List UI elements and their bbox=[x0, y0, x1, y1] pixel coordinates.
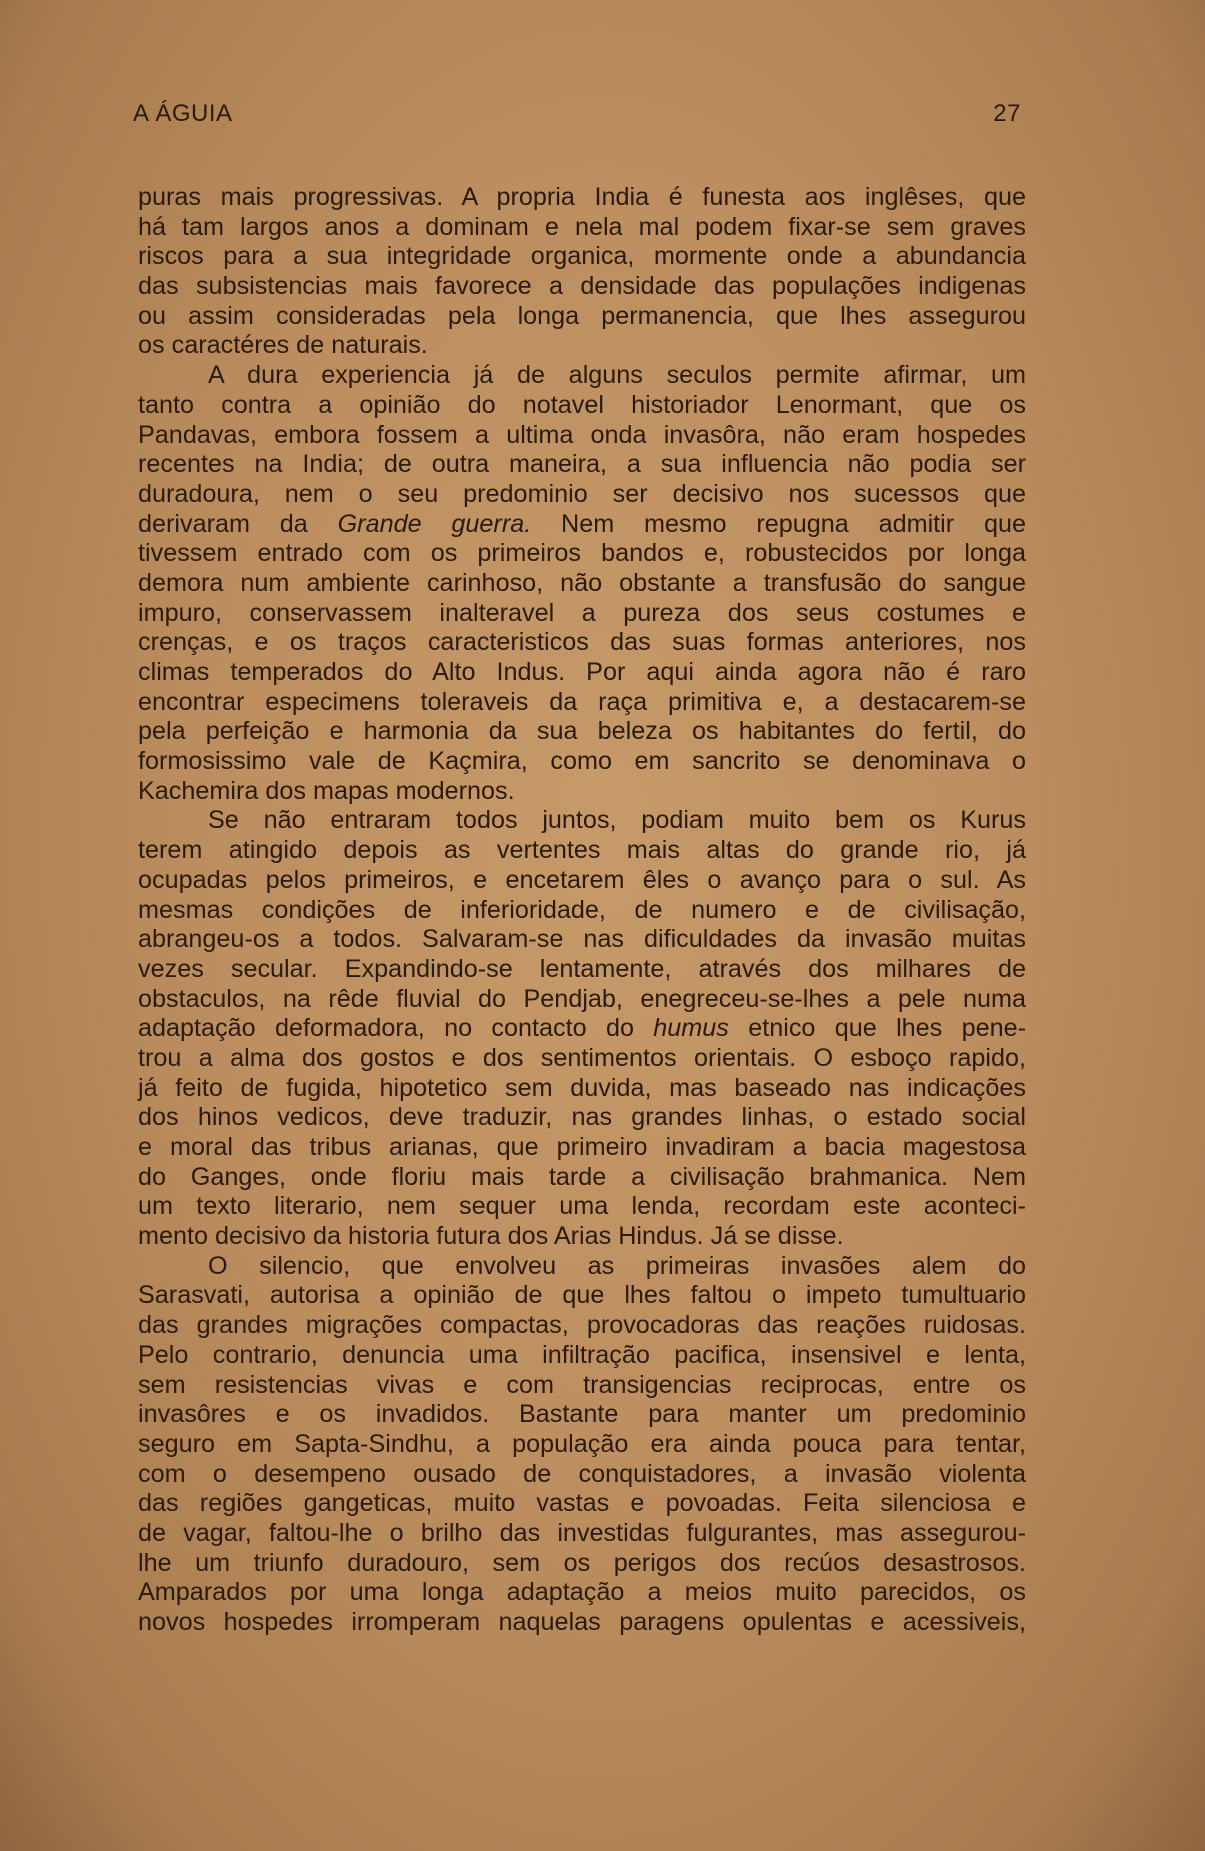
text-line-content: lhe um triunfo duradouro, sem os perigos dos recúos desastrosos. bbox=[138, 1548, 1026, 1577]
text-line bbox=[138, 1044, 1026, 1074]
text-line-content: impuro, conservassem inalteravel a pureza dos seus costumes e bbox=[138, 598, 1026, 627]
text-line bbox=[138, 331, 1026, 361]
text-line bbox=[138, 361, 1026, 391]
text-line bbox=[138, 896, 1026, 926]
text-line-content: dos hinos vedicos, deve traduzir, nas grandes linhas, o estado social bbox=[138, 1103, 1026, 1132]
text-line-content: mento decisivo da historia futura dos Arias Hindus. Já se disse. bbox=[138, 1222, 844, 1251]
text-line-content: e moral das tribus arianas, que primeiro invadiram a bacia magestosa bbox=[138, 1133, 1026, 1161]
text-line bbox=[138, 183, 1026, 213]
text-line-content: sem resistencias vivas e com transigencias reciprocas, entre os bbox=[138, 1370, 1026, 1399]
text-line-content: do Ganges, onde floriu mais tarde a civilisação brahmanica. Nem bbox=[138, 1162, 1026, 1191]
text-line bbox=[138, 1133, 1026, 1163]
text-line-content: derivaram da bbox=[138, 509, 338, 538]
text-line bbox=[138, 628, 1026, 658]
text-line bbox=[138, 569, 1026, 599]
text-line-content: duradoura, nem o seu predominio ser decisivo nos sucessos que bbox=[138, 479, 1026, 508]
text-line-content: O silencio, que envolveu as primeiras invasões alem do bbox=[208, 1251, 1026, 1280]
text-line-content: das grandes migrações compactas, provocadoras das reações ruidosas. bbox=[138, 1311, 1026, 1340]
text-line bbox=[138, 1252, 1026, 1282]
text-line-content: riscos para a sua integridade organica, mormente onde a abundancia bbox=[138, 242, 1026, 271]
text-line bbox=[138, 1519, 1026, 1549]
text-line bbox=[138, 1608, 1026, 1638]
text-line bbox=[138, 866, 1026, 896]
text-line bbox=[138, 777, 1026, 807]
text-line bbox=[138, 302, 1026, 332]
text-line-content: Amparados por uma longa adaptação a meios muito parecidos, os bbox=[138, 1578, 1026, 1607]
text-line bbox=[138, 539, 1026, 569]
text-line-content: tanto contra a opinião do notavel historiador Lenormant, que os bbox=[138, 390, 1026, 419]
text-line-content: Pelo contrario, denuncia uma infiltração pacifica, insensivel e lenta, bbox=[138, 1340, 1026, 1369]
text-line bbox=[138, 272, 1026, 302]
text-line bbox=[138, 955, 1026, 985]
text-line-content: adaptação deformadora, no contacto do bbox=[138, 1014, 654, 1043]
text-line-content: ocupadas pelos primeiros, e encetarem êles o avanço para o sul. As bbox=[138, 865, 1026, 894]
text-line-content: vezes secular. Expandindo-se lentamente, através dos milhares de bbox=[138, 954, 1026, 983]
text-line-content: obstaculos, na rêde fluvial do Pendjab, enegreceu-se-lhes a pele numa bbox=[138, 984, 1026, 1013]
text-line-content: novos hospedes irromperam naquelas paragens opulentas e acessiveis, bbox=[138, 1608, 1026, 1636]
text-line-content: formosissimo vale de Kaçmira, como em sancrito se denominava o bbox=[138, 747, 1026, 776]
text-line bbox=[138, 1371, 1026, 1401]
text-line bbox=[138, 1014, 1026, 1044]
text-line-content: crenças, e os traços caracteristicos das suas formas anteriores, nos bbox=[138, 628, 1026, 657]
text-line bbox=[138, 658, 1026, 688]
italic-phrase: Grande guerra. bbox=[337, 509, 532, 538]
text-line-content: puras mais progressivas. A propria India é funesta aos inglêses, que bbox=[138, 183, 1026, 211]
text-line-content: Sarasvati, autorisa a opinião de que lhes faltou o impeto tumultuario bbox=[138, 1281, 1026, 1310]
text-line bbox=[138, 599, 1026, 629]
text-line bbox=[138, 213, 1026, 243]
body-text bbox=[138, 183, 1026, 1638]
text-line bbox=[138, 1460, 1026, 1490]
text-line bbox=[138, 391, 1026, 421]
text-line bbox=[138, 1222, 1026, 1252]
text-line-content: seguro em Sapta-Sindhu, a população era ainda pouca para tentar, bbox=[138, 1429, 1026, 1458]
text-line bbox=[138, 1103, 1026, 1133]
text-line-content: de vagar, faltou-lhe o brilho das investidas fulgurantes, mas assegurou- bbox=[138, 1518, 1026, 1547]
italic-phrase: humus bbox=[653, 1014, 729, 1043]
text-line bbox=[138, 1489, 1026, 1519]
text-line-content: tivessem entrado com os primeiros bandos e, robustecidos por longa bbox=[138, 539, 1026, 568]
text-line-content: das regiões gangeticas, muito vastas e povoadas. Feita silenciosa e bbox=[138, 1489, 1026, 1518]
text-line bbox=[138, 806, 1026, 836]
text-line-content: trou a alma dos gostos e dos sentimentos orientais. O esboço rapido, bbox=[138, 1043, 1026, 1072]
text-line-content: mesmas condições de inferioridade, de numero e de civilisação, bbox=[138, 895, 1026, 924]
text-line-content: já feito de fugida, hipotetico sem duvida, mas baseado nas indicações bbox=[138, 1073, 1026, 1102]
text-line-content: com o desempeno ousado de conquistadores, a invasão violenta bbox=[138, 1459, 1026, 1488]
text-line-content: pela perfeição e harmonia da sua beleza os habitantes do fertil, do bbox=[138, 717, 1026, 746]
running-header bbox=[133, 100, 1021, 136]
text-line bbox=[138, 480, 1026, 510]
text-line bbox=[138, 1341, 1026, 1371]
text-line-content: recentes na India; de outra maneira, a sua influencia não podia ser bbox=[138, 450, 1026, 479]
text-line-content: Kachemira dos mapas modernos. bbox=[138, 776, 515, 805]
text-line bbox=[138, 985, 1026, 1015]
text-line bbox=[138, 421, 1026, 451]
text-line bbox=[138, 1311, 1026, 1341]
text-line-content: abrangeu-os a todos. Salvaram-se nas dificuldades da invasão muitas bbox=[138, 925, 1026, 954]
running-title: A ÁGUIA bbox=[133, 100, 233, 127]
text-line-content: ou assim consideradas pela longa permanencia, que lhes assegurou bbox=[138, 301, 1026, 330]
text-line-content: Pandavas, embora fossem a ultima onda invasôra, não eram hospedes bbox=[138, 420, 1026, 449]
text-line bbox=[138, 1430, 1026, 1460]
text-line-content: os caractéres de naturais. bbox=[138, 331, 428, 360]
page-number: 27 bbox=[993, 100, 1021, 127]
text-line bbox=[138, 1281, 1026, 1311]
text-line bbox=[138, 747, 1026, 777]
text-line bbox=[138, 836, 1026, 866]
text-line-content: Nem mesmo repugna admitir que bbox=[531, 509, 1026, 538]
text-line bbox=[138, 688, 1026, 718]
text-line-content: há tam largos anos a dominam e nela mal podem fixar-se sem graves bbox=[138, 212, 1026, 241]
text-line-content: Se não entraram todos juntos, podiam muito bem os Kurus bbox=[208, 806, 1026, 835]
text-line bbox=[138, 1578, 1026, 1608]
text-line-content: climas temperados do Alto Indus. Por aqui ainda agora não é raro bbox=[138, 658, 1026, 686]
text-line bbox=[138, 717, 1026, 747]
text-line bbox=[138, 1074, 1026, 1104]
text-line bbox=[138, 1549, 1026, 1579]
text-line-content: terem atingido depois as vertentes mais altas do grande rio, já bbox=[138, 836, 1026, 865]
text-line-content: encontrar especimens toleraveis da raça primitiva e, a destacarem-se bbox=[138, 687, 1026, 716]
text-line bbox=[138, 1400, 1026, 1430]
text-line bbox=[138, 510, 1026, 540]
text-line bbox=[138, 450, 1026, 480]
text-line-content: um texto literario, nem sequer uma lenda, recordam este aconteci- bbox=[138, 1192, 1026, 1221]
text-line bbox=[138, 1163, 1026, 1193]
text-line-content: das subsistencias mais favorece a densidade das populações indigenas bbox=[138, 272, 1026, 301]
text-line-content: A dura experiencia já de alguns seculos permite afirmar, um bbox=[208, 361, 1026, 390]
text-line-content: demora num ambiente carinhoso, não obstante a transfusão do sangue bbox=[138, 568, 1026, 597]
text-line-content: invasôres e os invadidos. Bastante para manter um predominio bbox=[138, 1400, 1026, 1429]
text-line-content: etnico que lhes pene- bbox=[728, 1014, 1027, 1043]
text-line bbox=[138, 1192, 1026, 1222]
text-line bbox=[138, 925, 1026, 955]
text-line bbox=[138, 242, 1026, 272]
